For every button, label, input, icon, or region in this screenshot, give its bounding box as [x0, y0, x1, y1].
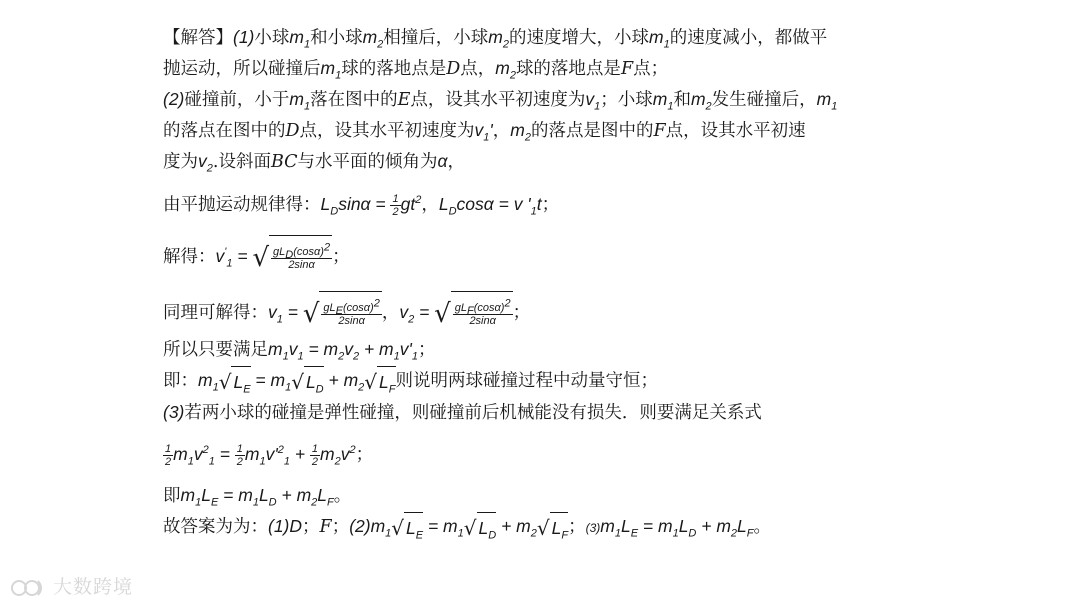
part2-line3: 度为$v_2$.设斜面BC与水平面的倾角为α， [163, 151, 466, 175]
final-answer-line: 故答案为为：(1)D；F；$(2)m_1√$ $L_E = m_1√$ $L_D + m_2√$ $L_F$；$(3)m_1L_E = m_1L_D + m_2L_F$。 [163, 511, 943, 543]
ie-line: 即：$m_1√$ $L_E = m_1√$ $L_D + m_2√$ $L_F$则说明两球碰撞过程中动量守恒； [163, 365, 943, 397]
part3-line: (3)若两小球的碰撞是弹性碰撞，则碰撞前后机械能没有损失．则要满足关系式 [163, 402, 762, 423]
part-tag: (1) [233, 27, 255, 47]
similarly-line: 同理可解得：$v_1$ = √ $\frac{gL_E(\cos\alpha)^2}{2\sin\alpha}$ ，$v_2$ = √ $\frac{gL_F(\cos\alpha)^2}{2\sin\alpha}$ ； [163, 290, 943, 334]
part2-line1: (2)碰撞前，小于$m_1$落在图中的E点，设其水平初速度为$v_1$；小球$m_1$和$m_2$发生碰撞后，$m_1$ [163, 89, 838, 113]
watermark-logo-icon [8, 577, 46, 599]
answer-header: 【解答】 [163, 28, 233, 48]
projectile-law-line: 由平抛运动规律得：$L_D\sin\alpha$ = $\frac{1}{2}$ $gt^2$，$L_D\cos\alpha = v$ '$_1t$； [163, 193, 560, 218]
solution-document [163, 22, 943, 543]
fraction-half: $\frac{1}{2}$ [392, 193, 399, 218]
part2-line2: 的落点在图中的D点，设其水平初速度为$v_1'$，$m_2$的落点是图中的F点，设其水平初速 [163, 120, 806, 144]
result-line: 即$m_1L_E = m_1L_D + m_2L_F$。 [163, 485, 352, 509]
sqrt-expression: √ $\frac{gL_D(\cos\alpha)^2}{2\sin\alpha}$ [252, 235, 332, 280]
energy-equation-line: $\frac{1}{2}$ $m_1v^2_1$ = $\frac{1}{2}$ $m_1v'^2_1$ + $\frac{1}{2}$ $m_2v^2$； [165, 443, 374, 468]
watermark-text: 大数跨境 [53, 576, 134, 598]
part1-line1: 【解答】(1)小球$m_1$和小球$m_2$相撞后，小球$m_2$的速度增大，小球$m_1$的速度减小，都做平 [163, 27, 828, 51]
sqrt-expression-v2: √ $\frac{gL_F(\cos\alpha)^2}{2\sin\alpha}$ [434, 291, 512, 336]
solve-line: 解得：$v'_1$ = √ $\frac{gL_D(\cos\alpha)^2}{2\sin\alpha}$ ； [163, 234, 943, 278]
condition-line: 所以只要满足$m_1v_1 = m_2v_2 + m_1v'_1$； [163, 339, 436, 363]
sqrt-expression-v1: √ $\frac{gL_E(\cos\alpha)^2}{2\sin\alpha}$ [303, 291, 382, 336]
watermark [8, 572, 133, 599]
part1-line2: 抛运动，所以碰撞后$m_1$球的落地点是D点，$m_2$球的落地点是F点； [163, 58, 669, 82]
